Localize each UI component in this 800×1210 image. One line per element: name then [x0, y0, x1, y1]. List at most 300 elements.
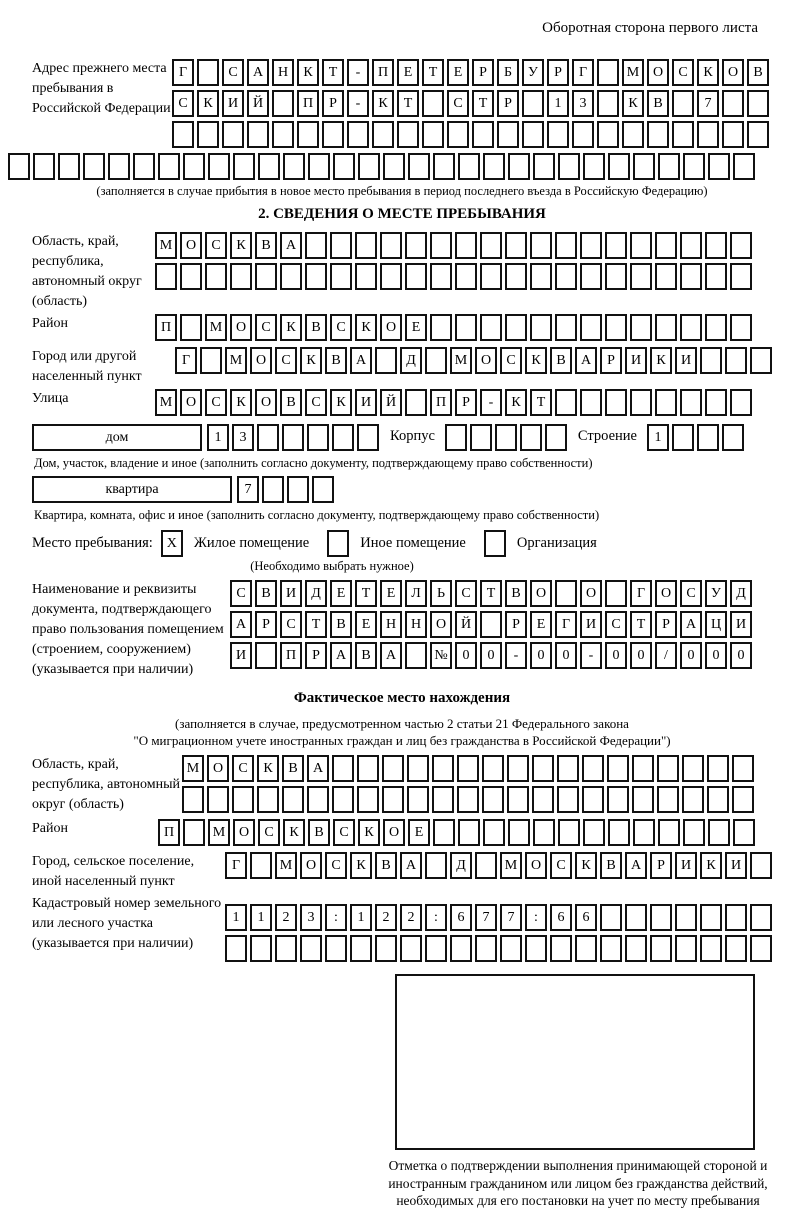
char-box: [533, 819, 555, 846]
char-box: 7: [237, 476, 259, 503]
char-box: Р: [650, 852, 672, 879]
char-row: [172, 59, 772, 86]
char-box: О: [380, 314, 402, 341]
char-box: [632, 755, 654, 782]
char-box: К: [650, 347, 672, 374]
char-box: О: [233, 819, 255, 846]
char-box: С: [325, 852, 347, 879]
char-box: С: [280, 611, 302, 638]
char-box: [480, 232, 502, 259]
char-box: [555, 232, 577, 259]
char-box: 0: [630, 642, 652, 669]
region-row: [32, 232, 772, 312]
char-box: [257, 786, 279, 813]
char-box: М: [155, 232, 177, 259]
char-box: Ь: [430, 580, 452, 607]
char-box: -: [347, 90, 369, 117]
char-box: [400, 935, 422, 962]
char-box: [297, 121, 319, 148]
char-box: А: [280, 232, 302, 259]
char-box: [222, 121, 244, 148]
char-box: [232, 786, 254, 813]
char-row: [225, 852, 775, 879]
char-row: [230, 642, 755, 669]
char-box: [555, 263, 577, 290]
char-box: [358, 153, 380, 180]
char-box: Д: [305, 580, 327, 607]
actual-region-label: Область, край, республика, автономный округ (область): [32, 757, 181, 812]
char-box: 1: [547, 90, 569, 117]
char-box: Т: [472, 90, 494, 117]
char-row: [230, 580, 755, 607]
char-box: [425, 852, 447, 879]
char-box: А: [400, 852, 422, 879]
char-box: [325, 935, 347, 962]
char-box: К: [297, 59, 319, 86]
char-box: [247, 121, 269, 148]
char-box: [655, 232, 677, 259]
char-box: [355, 232, 377, 259]
stroenie-cells: [647, 424, 747, 451]
char-box: [382, 755, 404, 782]
char-box: 3: [572, 90, 594, 117]
char-box: [458, 819, 480, 846]
char-box: 6: [450, 904, 472, 931]
char-box: :: [425, 904, 447, 931]
char-box: [680, 389, 702, 416]
char-box: В: [280, 389, 302, 416]
char-box: В: [550, 347, 572, 374]
char-box: [607, 786, 629, 813]
char-box: 3: [232, 424, 254, 451]
char-box: [425, 935, 447, 962]
confirmation-stamp-box: [395, 974, 755, 1150]
char-box: [725, 904, 747, 931]
char-box: [730, 389, 752, 416]
house-row: [32, 424, 772, 455]
char-box: М: [225, 347, 247, 374]
char-box: 0: [555, 642, 577, 669]
char-box: [262, 476, 284, 503]
char-box: [430, 232, 452, 259]
char-box: [470, 424, 492, 451]
char-box: И: [230, 642, 252, 669]
char-box: И: [280, 580, 302, 607]
char-box: 6: [575, 904, 597, 931]
char-box: С: [172, 90, 194, 117]
document-block: [32, 580, 772, 680]
char-box: Н: [405, 611, 427, 638]
char-box: [608, 819, 630, 846]
char-box: И: [222, 90, 244, 117]
char-box: -: [347, 59, 369, 86]
char-box: [605, 232, 627, 259]
char-box: [700, 347, 722, 374]
char-box: А: [307, 755, 329, 782]
char-box: [750, 904, 772, 931]
char-box: О: [383, 819, 405, 846]
char-box: [407, 755, 429, 782]
char-box: [730, 314, 752, 341]
char-box: [300, 935, 322, 962]
char-box: С: [500, 347, 522, 374]
char-box: [172, 121, 194, 148]
char-box: П: [297, 90, 319, 117]
char-box: [657, 786, 679, 813]
char-box: И: [580, 611, 602, 638]
char-box: [732, 786, 754, 813]
char-box: [680, 263, 702, 290]
char-box: [330, 232, 352, 259]
char-box: К: [622, 90, 644, 117]
char-box: Т: [630, 611, 652, 638]
char-box: [732, 755, 754, 782]
apartment-note: Квартира, комната, офис и иное (заполнить согласно документу, подтверждающему право собственности): [34, 508, 600, 522]
char-box: С: [205, 232, 227, 259]
char-box: [405, 642, 427, 669]
char-box: Р: [497, 90, 519, 117]
char-box: [572, 121, 594, 148]
char-box: [507, 786, 529, 813]
char-box: И: [725, 852, 747, 879]
char-box: К: [283, 819, 305, 846]
char-box: [422, 90, 444, 117]
char-box: А: [247, 59, 269, 86]
char-box: [182, 786, 204, 813]
char-box: Н: [272, 59, 294, 86]
char-box: /: [655, 642, 677, 669]
char-box: [445, 424, 467, 451]
stay-option-label-organization: Организация: [516, 535, 597, 551]
stay-checkbox-other-premises: [327, 530, 349, 557]
char-box: К: [350, 852, 372, 879]
char-box: [750, 935, 772, 962]
char-row: [155, 232, 755, 259]
char-box: [397, 121, 419, 148]
char-box: Р: [472, 59, 494, 86]
char-box: 1: [250, 904, 272, 931]
char-box: 0: [705, 642, 727, 669]
char-box: [722, 121, 744, 148]
char-box: [580, 263, 602, 290]
char-box: Т: [397, 90, 419, 117]
char-box: [650, 935, 672, 962]
char-box: К: [355, 314, 377, 341]
char-box: [472, 121, 494, 148]
char-box: [455, 314, 477, 341]
page-title: Оборотная сторона первого листа: [542, 20, 758, 36]
char-box: [605, 389, 627, 416]
char-box: А: [625, 852, 647, 879]
char-box: [380, 232, 402, 259]
char-box: В: [375, 852, 397, 879]
char-box: [675, 904, 697, 931]
char-row: [230, 611, 755, 638]
char-box: [558, 819, 580, 846]
char-box: К: [300, 347, 322, 374]
char-box: [557, 786, 579, 813]
char-box: [372, 121, 394, 148]
char-box: [480, 611, 502, 638]
char-box: [480, 314, 502, 341]
char-box: [255, 642, 277, 669]
char-box: К: [700, 852, 722, 879]
char-box: В: [747, 59, 769, 86]
char-box: К: [525, 347, 547, 374]
char-box: [305, 263, 327, 290]
char-box: [680, 232, 702, 259]
char-box: [357, 755, 379, 782]
char-box: [580, 389, 602, 416]
char-box: [730, 263, 752, 290]
char-box: В: [600, 852, 622, 879]
char-box: Р: [322, 90, 344, 117]
char-box: [375, 935, 397, 962]
char-box: [632, 786, 654, 813]
char-box: В: [255, 232, 277, 259]
char-box: [600, 904, 622, 931]
char-box: 7: [500, 904, 522, 931]
char-box: [250, 852, 272, 879]
char-box: Р: [305, 642, 327, 669]
char-box: [197, 59, 219, 86]
char-box: П: [158, 819, 180, 846]
char-box: [430, 263, 452, 290]
char-box: [682, 755, 704, 782]
char-box: [700, 935, 722, 962]
char-box: М: [450, 347, 472, 374]
char-box: Г: [630, 580, 652, 607]
char-row: [155, 389, 755, 416]
char-box: С: [447, 90, 469, 117]
char-box: 0: [605, 642, 627, 669]
char-box: Д: [400, 347, 422, 374]
char-box: [647, 121, 669, 148]
actual-city-row: [32, 852, 772, 892]
district-label: Район: [32, 316, 68, 331]
char-box: [333, 153, 355, 180]
region-grid: [155, 232, 755, 294]
section2-title: 2. СВЕДЕНИЯ О МЕСТЕ ПРЕБЫВАНИЯ: [258, 206, 546, 222]
char-box: [505, 263, 527, 290]
char-box: [530, 263, 552, 290]
char-box: [357, 424, 379, 451]
char-box: [605, 580, 627, 607]
char-box: И: [730, 611, 752, 638]
char-row: [175, 347, 775, 374]
document-grid: [230, 580, 755, 673]
char-box: [683, 819, 705, 846]
char-box: [672, 424, 694, 451]
char-box: Р: [600, 347, 622, 374]
char-box: О: [255, 389, 277, 416]
char-box: [255, 263, 277, 290]
house-number-cells: [207, 424, 382, 451]
char-box: А: [330, 642, 352, 669]
char-box: -: [480, 389, 502, 416]
stay-option-label-residential: Жилое помещение: [193, 535, 310, 551]
char-box: А: [680, 611, 702, 638]
actual-city-label: Город, сельское поселение, иной населенный пункт: [32, 854, 195, 889]
char-box: [658, 819, 680, 846]
char-box: [250, 935, 272, 962]
char-box: [707, 755, 729, 782]
char-box: [230, 263, 252, 290]
char-row: [182, 786, 757, 813]
char-box: [730, 232, 752, 259]
house-note: Дом, участок, владение и иное (заполнить согласно документу, подтверждающему право собственности): [34, 456, 593, 470]
char-box: [197, 121, 219, 148]
city-label: Город или другой населенный пункт: [32, 349, 142, 384]
char-box: 0: [530, 642, 552, 669]
char-box: К: [372, 90, 394, 117]
char-box: С: [258, 819, 280, 846]
char-box: К: [197, 90, 219, 117]
char-box: К: [330, 389, 352, 416]
char-row: [155, 263, 755, 290]
char-box: :: [525, 904, 547, 931]
char-box: [582, 755, 604, 782]
char-box: [605, 263, 627, 290]
actual-region-row: [32, 755, 772, 817]
char-box: 0: [480, 642, 502, 669]
char-box: [630, 263, 652, 290]
char-box: И: [355, 389, 377, 416]
char-box: К: [280, 314, 302, 341]
char-box: [607, 755, 629, 782]
char-box: [608, 153, 630, 180]
char-box: Е: [330, 580, 352, 607]
char-box: [282, 786, 304, 813]
stay-option-label-other-premises: Иное помещение: [360, 535, 466, 551]
char-box: В: [308, 819, 330, 846]
char-box: [432, 755, 454, 782]
char-box: [158, 153, 180, 180]
char-box: [522, 121, 544, 148]
char-box: [583, 819, 605, 846]
char-box: О: [180, 232, 202, 259]
region-label: Область, край, республика, автономный округ (область): [32, 234, 142, 309]
char-box: [430, 314, 452, 341]
char-box: [597, 121, 619, 148]
char-box: М: [205, 314, 227, 341]
char-box: [650, 904, 672, 931]
char-box: [282, 424, 304, 451]
char-box: [747, 121, 769, 148]
char-box: 1: [647, 424, 669, 451]
char-box: [530, 314, 552, 341]
char-box: [155, 263, 177, 290]
char-box: О: [430, 611, 452, 638]
char-box: [547, 121, 569, 148]
char-box: С: [305, 389, 327, 416]
char-box: [180, 314, 202, 341]
char-box: [407, 786, 429, 813]
char-box: В: [355, 642, 377, 669]
char-box: [272, 90, 294, 117]
char-box: [308, 153, 330, 180]
char-box: Й: [380, 389, 402, 416]
char-box: [658, 153, 680, 180]
char-box: Е: [447, 59, 469, 86]
char-box: В: [305, 314, 327, 341]
char-box: Й: [247, 90, 269, 117]
char-box: Т: [322, 59, 344, 86]
char-box: В: [647, 90, 669, 117]
char-box: [582, 786, 604, 813]
previous-address-note: (заполняется в случае прибытия в новое место пребывания в период последнего въезда в Российскую Федерацию): [96, 184, 708, 198]
char-box: [725, 347, 747, 374]
char-box: [305, 232, 327, 259]
char-box: [750, 852, 772, 879]
char-box: [705, 389, 727, 416]
stay-checkbox-organization: [484, 530, 506, 557]
char-box: С: [680, 580, 702, 607]
district-row: [32, 314, 772, 345]
char-box: [382, 786, 404, 813]
char-box: [707, 786, 729, 813]
char-box: [532, 786, 554, 813]
stroenie-label: Строение: [577, 428, 637, 444]
char-box: П: [280, 642, 302, 669]
korpus-cells: [445, 424, 570, 451]
char-box: [200, 347, 222, 374]
char-box: [630, 232, 652, 259]
char-box: Г: [175, 347, 197, 374]
char-box: [180, 263, 202, 290]
char-box: [675, 935, 697, 962]
char-box: С: [672, 59, 694, 86]
char-box: [655, 263, 677, 290]
char-box: [455, 263, 477, 290]
char-box: С: [222, 59, 244, 86]
char-row: [172, 121, 772, 148]
char-box: М: [622, 59, 644, 86]
char-box: С: [275, 347, 297, 374]
char-box: О: [722, 59, 744, 86]
char-box: А: [575, 347, 597, 374]
char-box: [450, 935, 472, 962]
char-box: [683, 153, 705, 180]
char-box: [287, 476, 309, 503]
char-box: С: [605, 611, 627, 638]
char-box: [722, 90, 744, 117]
char-box: Ц: [705, 611, 727, 638]
char-box: [475, 935, 497, 962]
char-box: [272, 121, 294, 148]
char-box: [597, 59, 619, 86]
char-box: Е: [530, 611, 552, 638]
char-box: П: [430, 389, 452, 416]
char-box: [557, 755, 579, 782]
char-box: [457, 755, 479, 782]
char-box: [108, 153, 130, 180]
confirmation-note: Отметка о подтверждении выполнения принимающей стороной и иностранным гражданином или лицом без гражданства действий, необходимых для его постановки на учет по месту пребывания: [388, 1158, 768, 1208]
char-box: Г: [172, 59, 194, 86]
char-box: О: [530, 580, 552, 607]
street-label: Улица: [32, 391, 69, 406]
char-box: О: [230, 314, 252, 341]
char-box: [505, 232, 527, 259]
actual-location-note-line2: "О миграционном учете иностранных граждан и лиц без гражданства в Российской Федерации"): [133, 733, 671, 748]
char-box: [183, 153, 205, 180]
char-box: [672, 121, 694, 148]
char-box: М: [500, 852, 522, 879]
char-box: [205, 263, 227, 290]
actual-location-title: Фактическое место нахождения: [293, 690, 511, 706]
cadastral-block: [32, 894, 772, 966]
char-box: [482, 786, 504, 813]
